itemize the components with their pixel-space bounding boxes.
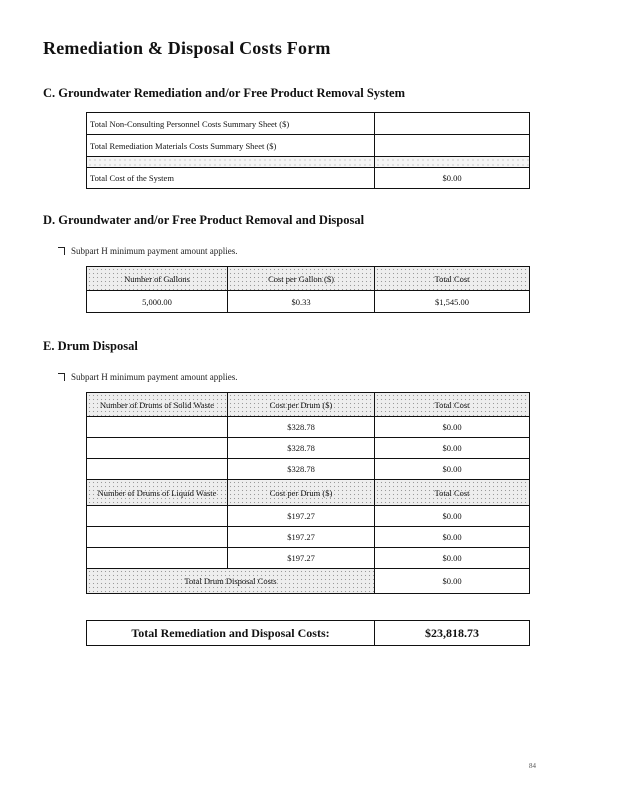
subpart-h-checkbox[interactable] (58, 373, 65, 381)
table-row (87, 417, 530, 438)
table-row (87, 569, 530, 594)
col-header-cost-per-gallon: Cost per Gallon ($) (228, 267, 375, 291)
table-row (87, 168, 530, 189)
table-row (87, 459, 530, 480)
materials-value[interactable] (375, 135, 530, 157)
col-header-liquid-cost: Cost per Drum ($) (228, 480, 375, 506)
grand-total-table (86, 620, 530, 646)
table-header-row (87, 480, 530, 506)
table-row (87, 621, 530, 646)
cost-per-gallon-value[interactable]: $0.33 (228, 291, 375, 313)
solid-total-value: $0.00 (375, 438, 530, 459)
solid-drums-input[interactable] (87, 438, 228, 459)
table-row (87, 548, 530, 569)
solid-drums-input[interactable] (87, 459, 228, 480)
solid-drums-input[interactable] (87, 417, 228, 438)
liquid-cost-value: $197.27 (228, 548, 375, 569)
col-header-solid-cost: Cost per Drum ($) (228, 393, 375, 417)
liquid-cost-value: $197.27 (228, 506, 375, 527)
form-title: Remediation & Disposal Costs Form (43, 38, 331, 58)
col-header-solid-total: Total Cost (375, 393, 530, 417)
section-c-heading: C. Groundwater Remediation and/or Free Product Removal System (43, 86, 406, 100)
non-consulting-value[interactable] (375, 113, 530, 135)
col-header-liquid-total: Total Cost (375, 480, 530, 506)
solid-cost-value: $328.78 (228, 438, 375, 459)
table-row (87, 506, 530, 527)
grand-total-label: Total Remediation and Disposal Costs: (87, 621, 375, 646)
subpart-h-checkbox[interactable] (58, 247, 65, 255)
section-d-table (86, 266, 530, 313)
section-e-table (86, 392, 530, 594)
section-e-heading: E. Drum Disposal (43, 339, 138, 353)
page-mark: 84 (529, 762, 536, 770)
liquid-drums-input[interactable] (87, 506, 228, 527)
section-d-heading: D. Groundwater and/or Free Product Removal and Disposal (43, 213, 365, 227)
table-header-row (87, 393, 530, 417)
gallons-value[interactable]: 5,000.00 (87, 291, 228, 313)
section-d-note (58, 246, 237, 256)
drum-total-value: $0.00 (375, 569, 530, 594)
blank-value (375, 157, 530, 168)
system-total-label: Total Cost of the System (87, 168, 375, 189)
gallons-total-value: $1,545.00 (375, 291, 530, 313)
liquid-total-value: $0.00 (375, 527, 530, 548)
table-row (87, 157, 530, 168)
table-row (87, 135, 530, 157)
solid-cost-value: $328.78 (228, 459, 375, 480)
solid-total-value: $0.00 (375, 459, 530, 480)
blank-label (87, 157, 375, 168)
liquid-drums-input[interactable] (87, 548, 228, 569)
liquid-total-value: $0.00 (375, 506, 530, 527)
non-consulting-label: Total Non-Consulting Personnel Costs Summary Sheet ($) (87, 113, 375, 135)
col-header-solid-drums: Number of Drums of Solid Waste (87, 393, 228, 417)
table-header-row (87, 267, 530, 291)
table-row (87, 291, 530, 313)
table-row (87, 527, 530, 548)
section-e-note (58, 372, 237, 382)
solid-total-value: $0.00 (375, 417, 530, 438)
liquid-cost-value: $197.27 (228, 527, 375, 548)
col-header-liquid-drums: Number of Drums of Liquid Waste (87, 480, 228, 506)
materials-label: Total Remediation Materials Costs Summary Sheet ($) (87, 135, 375, 157)
system-total-value: $0.00 (375, 168, 530, 189)
solid-cost-value: $328.78 (228, 417, 375, 438)
col-header-gallons: Number of Gallons (87, 267, 228, 291)
section-c-table (86, 112, 530, 189)
liquid-drums-input[interactable] (87, 527, 228, 548)
section-d-note-text: Subpart H minimum payment amount applies. (71, 246, 238, 256)
grand-total-value: $23,818.73 (375, 621, 530, 646)
col-header-total-cost: Total Cost (375, 267, 530, 291)
liquid-total-value: $0.00 (375, 548, 530, 569)
table-row (87, 113, 530, 135)
table-row (87, 438, 530, 459)
section-e-note-text: Subpart H minimum payment amount applies. (71, 372, 238, 382)
drum-total-label: Total Drum Disposal Costs (87, 569, 375, 594)
